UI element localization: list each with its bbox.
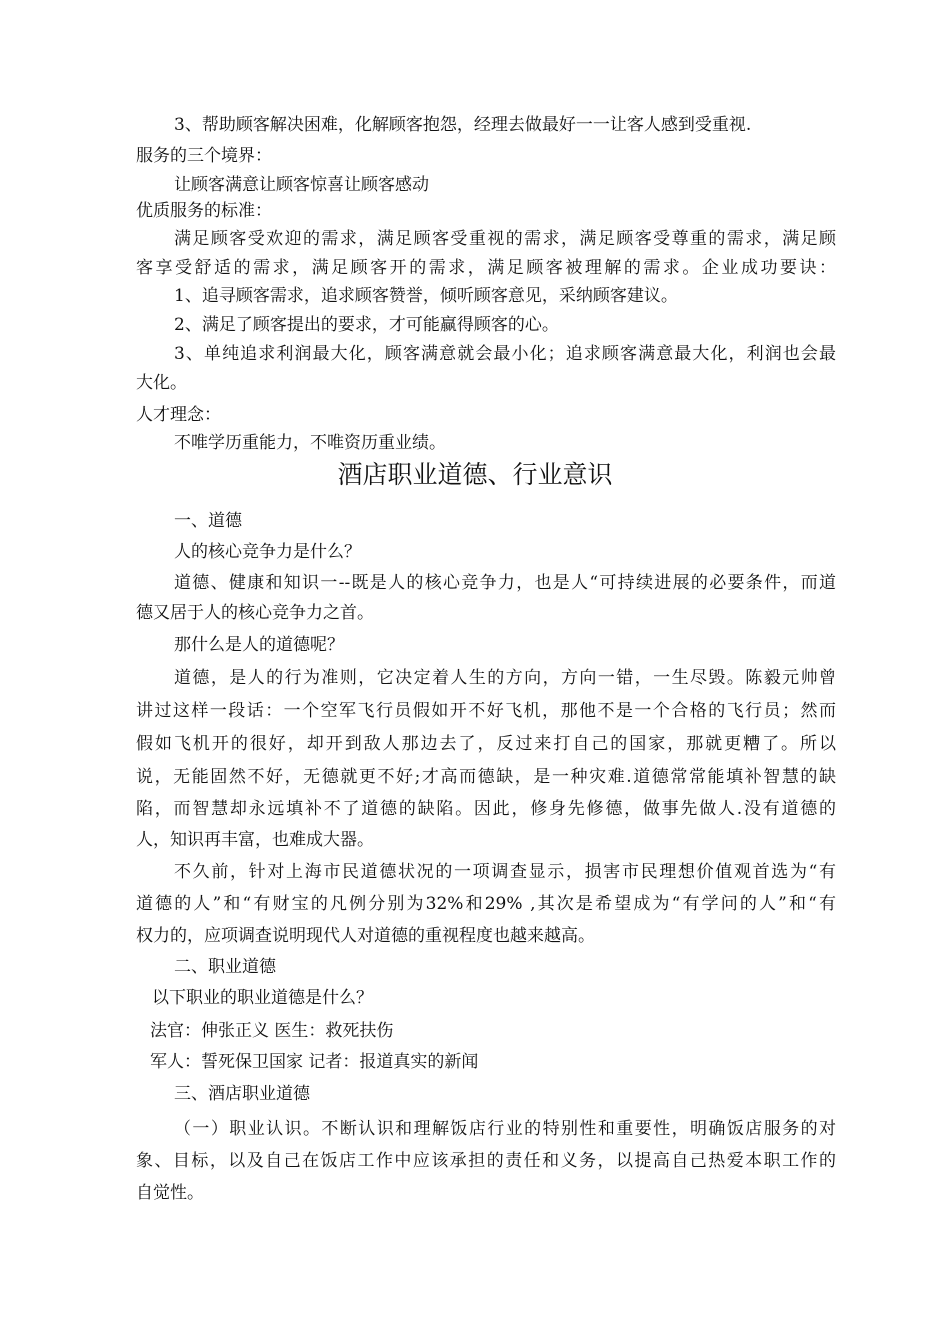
text-line: 2、满足了顾客提出的要求，才可能赢得顾客的心。: [174, 315, 559, 335]
text-line: 让顾客满意让顾客惊喜让顾客感动: [174, 175, 429, 195]
text-line: 军人：誓死保卫国家 记者：报道真实的新闻: [150, 1052, 479, 1072]
text-line: 不唯学历重能力，不唯资历重业绩。: [174, 433, 446, 453]
section-heading: 人才理念：: [136, 405, 221, 425]
text-line: 陷，而智慧却永远填补不了道德的缺陷。因此，修身先修德，做事先做人.没有道德的: [136, 799, 836, 819]
text-line: 道德，是人的行为准则，它决定着人生的方向，方向一错，一生尽毁。陈毅元帅曾: [174, 668, 836, 688]
text-line: 1、追寻顾客需求，追求顾客赞誉，倾听顾客意见，采纳顾客建议。: [174, 286, 678, 306]
text-line: 不久前，针对上海市民道德状况的一项调查显示，损害市民理想价值观首选为“有: [174, 862, 836, 882]
text-line: 道德、健康和知识一--既是人的核心竞争力，也是人“可持续进展的必要条件，而道: [174, 573, 836, 593]
text-line: 3、单纯追求利润最大化，顾客满意就会最小化；追求顾客满意最大化，利润也会最: [174, 344, 836, 364]
text-line: 大化。: [136, 373, 187, 393]
text-line: 3、帮助顾客解决困难，化解顾客抱怨，经理去做最好一一让客人感到受重视.: [174, 115, 752, 135]
text-line: 以下职业的职业道德是什么？: [152, 988, 373, 1008]
text-line: 满足顾客受欢迎的需求，满足顾客受重视的需求，满足顾客受尊重的需求，满足顾: [174, 229, 836, 249]
text-line: 人，知识再丰富，也难成大器。: [136, 830, 374, 850]
page-title: 酒店职业道德、行业意识: [337, 460, 613, 489]
text-line: 道德的人”和“有财宝的凡例分别为32%和29% ,其次是希望成为“有学问的人”和“有: [136, 894, 836, 914]
section-heading: 二、职业道德: [174, 957, 276, 977]
text-line: 客享受舒适的需求，满足顾客开的需求，满足顾客被理解的需求。企业成功要诀：: [136, 258, 836, 278]
text-line: 假如飞机开的很好，却开到敌人那边去了，反过来打自己的国家，那就更糟了。所以: [136, 734, 836, 754]
text-line: 人的核心竞争力是什么？: [174, 542, 361, 562]
text-line: 自觉性。: [136, 1183, 204, 1203]
text-line: 法官：伸张正义 医生：救死扶伤: [150, 1021, 394, 1041]
section-heading: 优质服务的标准：: [136, 201, 272, 221]
text-line: （一）职业认识。不断认识和理解饭店行业的特别性和重要性，明确饭店服务的对: [174, 1119, 836, 1139]
text-line: 象、目标，以及自己在饭店工作中应该承担的责任和义务，以提高自己热爱本职工作的: [136, 1151, 836, 1171]
section-heading: 服务的三个境界：: [136, 146, 272, 166]
text-line: 权力的，应项调查说明现代人对道德的重视程度也越来越高。: [136, 926, 595, 946]
text-line: 德又居于人的核心竞争力之首。: [136, 603, 374, 623]
section-heading: 三、酒店职业道德: [174, 1084, 310, 1104]
text-line: 那什么是人的道德呢？: [174, 635, 344, 655]
text-line: 讲过这样一段话：一个空军飞行员假如开不好飞机，那他不是一个合格的飞行员；然而: [136, 701, 836, 721]
section-heading: 一、道德: [174, 511, 242, 531]
text-line: 说，无能固然不好，无德就更不好;才高而德缺，是一种灾难.道德常常能填补智慧的缺: [136, 767, 836, 787]
